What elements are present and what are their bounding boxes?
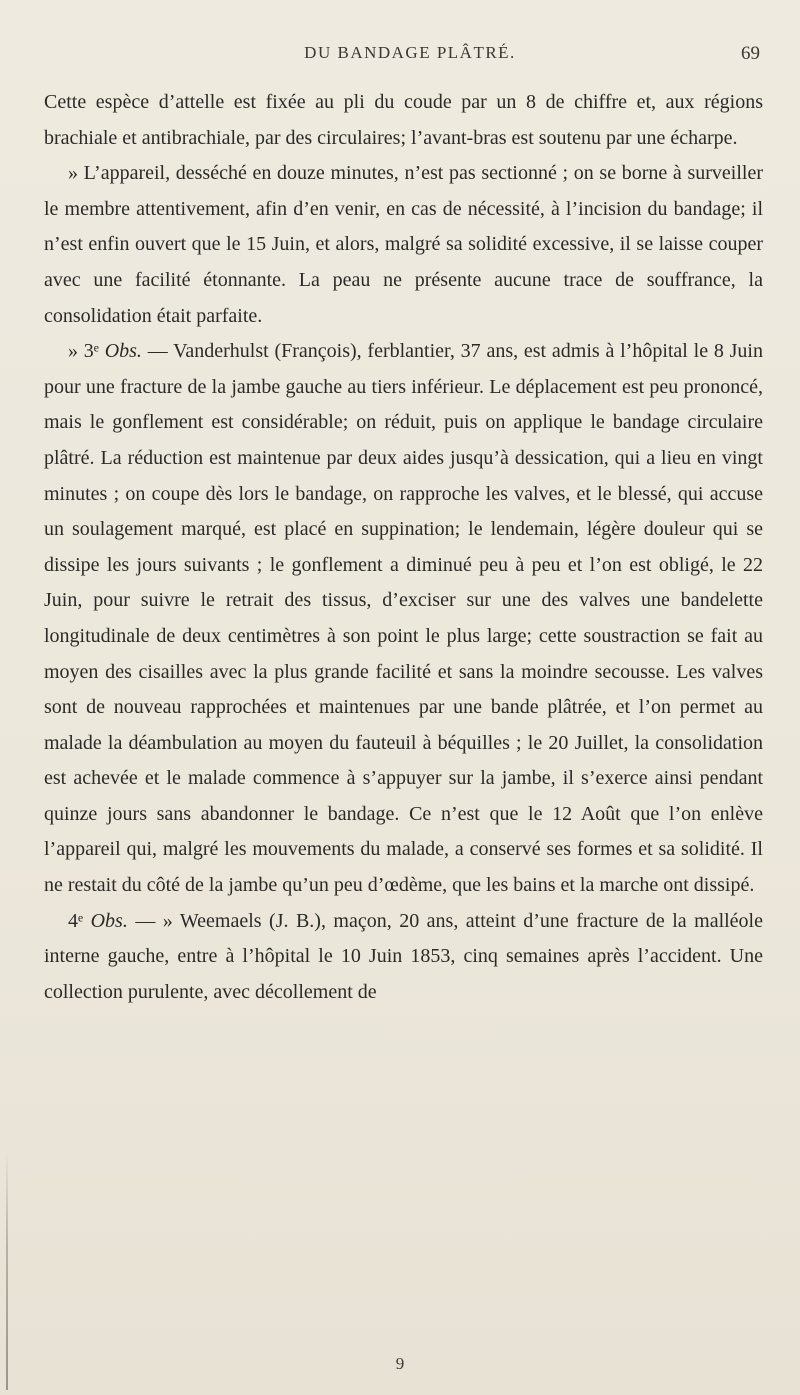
signature-mark: 9 (395, 1354, 405, 1373)
observation-4-prefix: 4ᵉ (68, 909, 91, 932)
running-title: DU BANDAGE PLÂTRÉ. (304, 43, 516, 62)
page-number: 69 (741, 43, 760, 64)
body-text (44, 85, 763, 1010)
running-head (60, 43, 760, 67)
paragraph-2 (44, 156, 763, 334)
paragraph-2-text: » L’appareil, desséché en douze minutes, n’est pas sectionné ; on se borne à surveiller le membre attentivement, afin d’en venir, en cas de nécessité, à l’incision du bandage; il n’est enfin ouvert que le 15 Juin, et alors, malgré sa solidité excessive, il se laisse couper avec une facilité étonnante. La peau ne présente aucune trace de souffrance, la consolidation était parfaite. (44, 162, 763, 327)
observation-3-prefix: » 3ᵉ (68, 340, 105, 363)
paragraph-1-text: Cette espèce d’attelle est fixée au pli du coude par un 8 de chiffre et, aux régions brachiale et antibrachiale, par des circulaires; l’avant-bras est soutenu par une écharpe. (44, 91, 763, 149)
observation-3-ref: Obs. (104, 340, 142, 363)
observation-4-ref: Obs. (90, 909, 128, 932)
observation-3-text: — Vanderhulst (François), ferblantier, 37 ans, est admis à l’hôpital le 8 Juin pour une fracture de la jambe gauche au tiers inférieur. Le déplacement est peu prononcé, mais le gonflement est considérable; on réduit, puis on applique le bandage circulaire plâtré. La réduction est maintenue par deux aides jusqu’à dessication, qui a lieu en vingt minutes ; on coupe dès lors le bandage, on rapproche les valves, et le blessé, qui accuse un soulagement marqué, est placé en suppination; le lendemain, légère douleur qui se dissipe les jours suivants ; le gonflement a diminué peu à peu et l’on est obligé, le 22 Juin, pour suivre le retrait des tissus, d’exciser sur une des valves une bandelette longitudinale de deux centimètres à son point le plus large; cette soustraction se fait au moyen des cisailles avec la plus grande facilité et sans la moindre secousse. Les valves sont de nouveau rapprochées et maintenues par une bande plâtrée, et l’on permet au malade la déambulation au moyen du fauteuil à béquilles ; le 20 Juillet, la consolidation est achevée et le malade commence à s’appuyer sur la jambe, il s’exerce ainsi pendant quinze jours sans abandonner le bandage. Ce n’est que le 12 Août que l’on enlève l’appareil qui, malgré les mouvements du malade, a conservé ses formes et sa solidité. Il ne restait du côté de la jambe qu’un peu d’œdème, que les bains et la marche ont dissipé. (44, 340, 763, 897)
paragraph-1 (44, 85, 763, 156)
paragraph-4-observation-4 (44, 904, 763, 1011)
observation-4-text: — » Weemaels (J. B.), maçon, 20 ans, atteint d’une fracture de la malléole interne gauche, entre à l’hôpital le 10 Juin 1853, cinq semaines après l’accident. Une collection purulente, avec décollement de (44, 909, 763, 1003)
binding-shadow (6, 1150, 8, 1390)
paragraph-3-observation-3 (44, 334, 763, 904)
